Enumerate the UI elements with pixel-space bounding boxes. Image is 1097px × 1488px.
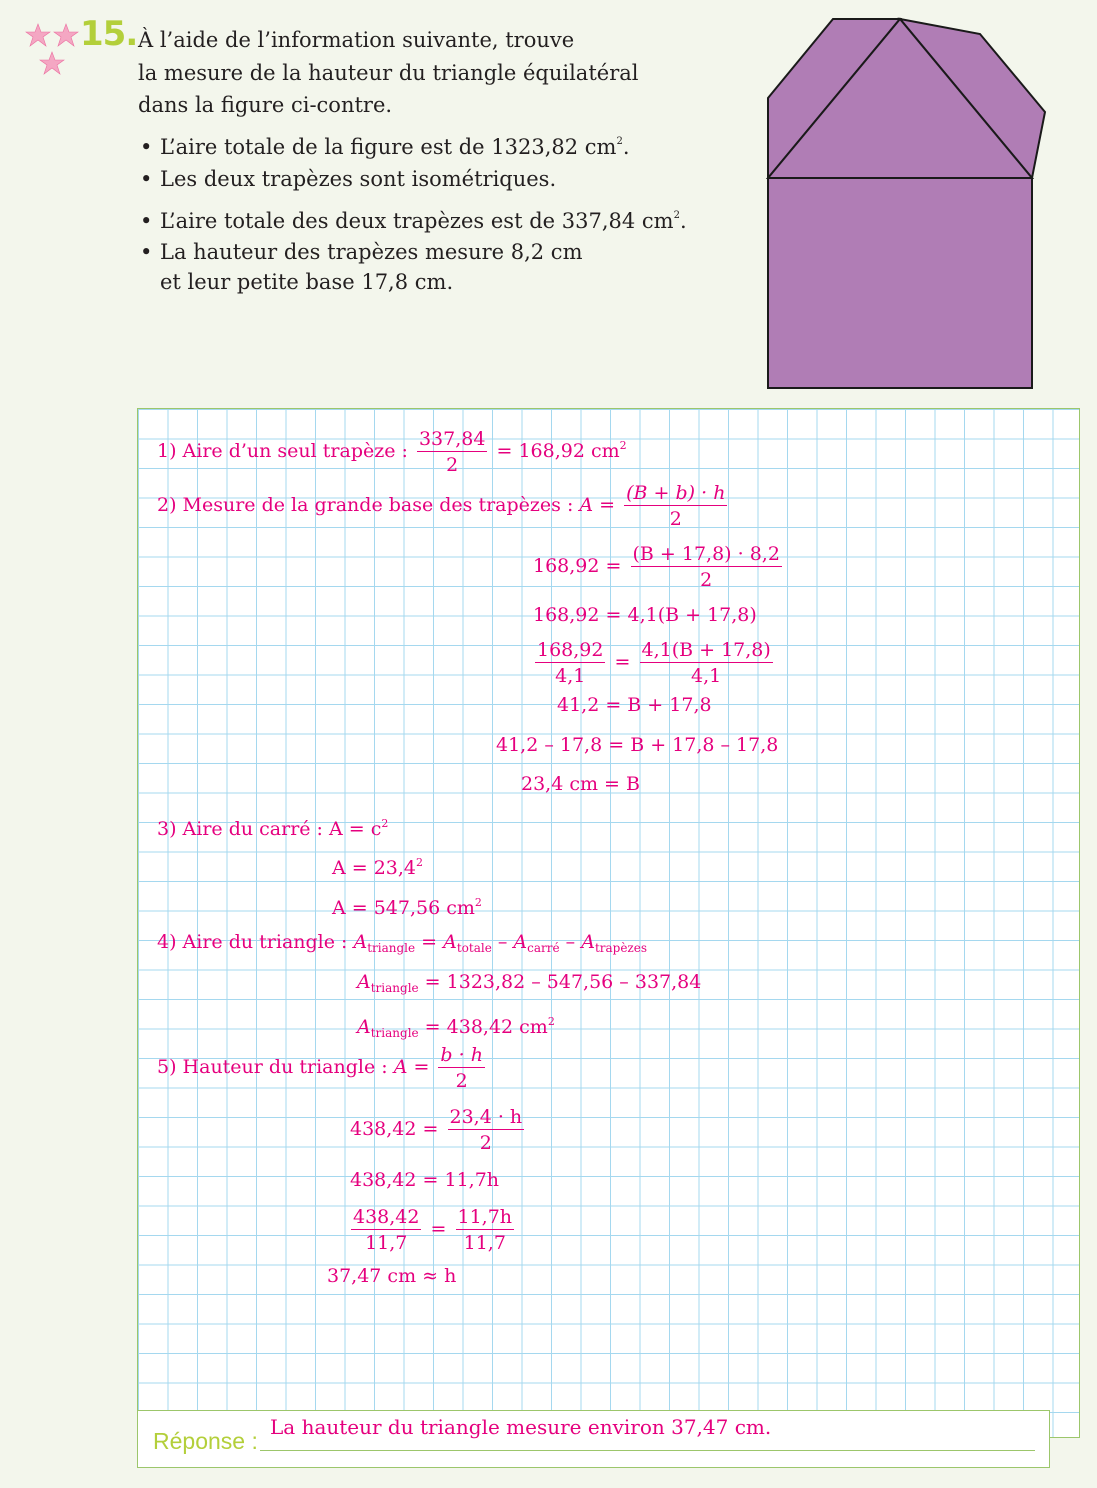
step-5-line-5: 37,47 cm ≈ h [327,1265,457,1287]
step-2-line-6: 41,2 – 17,8 = B + 17,8 – 17,8 [496,734,779,756]
answer-label: Réponse : [153,1428,258,1454]
exercise-number: 15. [80,14,138,54]
geometry-figure [760,14,1060,394]
step-2-line-4: $\frac{168,92}{4,1}$ = $\frac{4,1(B + 17,8)}{4,1}$ [537,639,771,687]
intro-line-1: À l’aide de l’information suivante, trouve [138,28,575,52]
step-2-line-2: 168,92 = $\frac{(B + 17,8) \cdot 8,2}{2}$ [533,543,780,591]
bullet-total-area: • L’aire totale de la figure est de 1323,82 $cm^2$. [140,135,630,159]
bullet-continuation: et leur petite base 17,8 cm. [160,270,454,294]
step-3-line-2: $A = 23,4^2$ [332,856,424,879]
intro-line-2: la mesure de la hauteur du triangle équilatéral [138,61,639,85]
step-4-line-3: $A_{triangle} = 438,42$ $cm^2$ [357,1015,555,1040]
step-3-line-3: A = 547,56 $cm^2$ [332,896,482,919]
answer-text[interactable]: La hauteur du triangle mesure environ 37,47 cm. [270,1415,772,1439]
step-5-line-3: 438,42 = 11,7h [350,1169,500,1191]
step-4-heading: 4) Aire du triangle : $A_{triangle} = A_{totale} - A_{carré} - A_{trapèzes}$ [157,931,648,955]
answer-line [260,1450,1035,1451]
step-5-heading: 5) Hauteur du triangle : A = $\frac{b \cdot h}{2}$ [157,1044,483,1092]
step-4-line-2: $A_{triangle} = 1323,82 - 547,56 - 337,84$ [357,971,702,995]
step-2-line-7: 23,4 cm = B [521,773,640,795]
square [768,178,1032,388]
step-2-line-3: 168,92 = 4,1(B + 17,8) [533,604,757,626]
bullet-trapezoid-area: • L’aire totale des deux trapèzes est de 337,84 $cm^2$. [140,209,687,233]
bullet-trapezoid-height: • La hauteur des trapèzes mesure 8,2 cm [140,240,583,264]
step-2-heading: 2) Mesure de la grande base des trapèzes : A = $\frac{(B + b) \cdot h}{2}$ [157,482,726,530]
difficulty-stars-icon [24,20,84,80]
step-5-line-2: 438,42 = $\frac{23,4 \cdot h}{2}$ [350,1106,523,1154]
step-3-heading: 3) Aire du carré : $A = c^2$ [157,817,389,840]
step-1: 1) Aire d’un seul trapèze : $\frac{337,84}{2}$ = 168,92 $cm^2$ [157,428,627,476]
bullet-isometric: • Les deux trapèzes sont isométriques. [140,167,557,191]
step-2-line-5: 41,2 = B + 17,8 [557,694,712,716]
intro-line-3: dans la figure ci-contre. [138,93,393,117]
step-5-line-4: $\frac{438,42}{11,7}$ = $\frac{11,7h}{11,7}$ [353,1206,513,1254]
